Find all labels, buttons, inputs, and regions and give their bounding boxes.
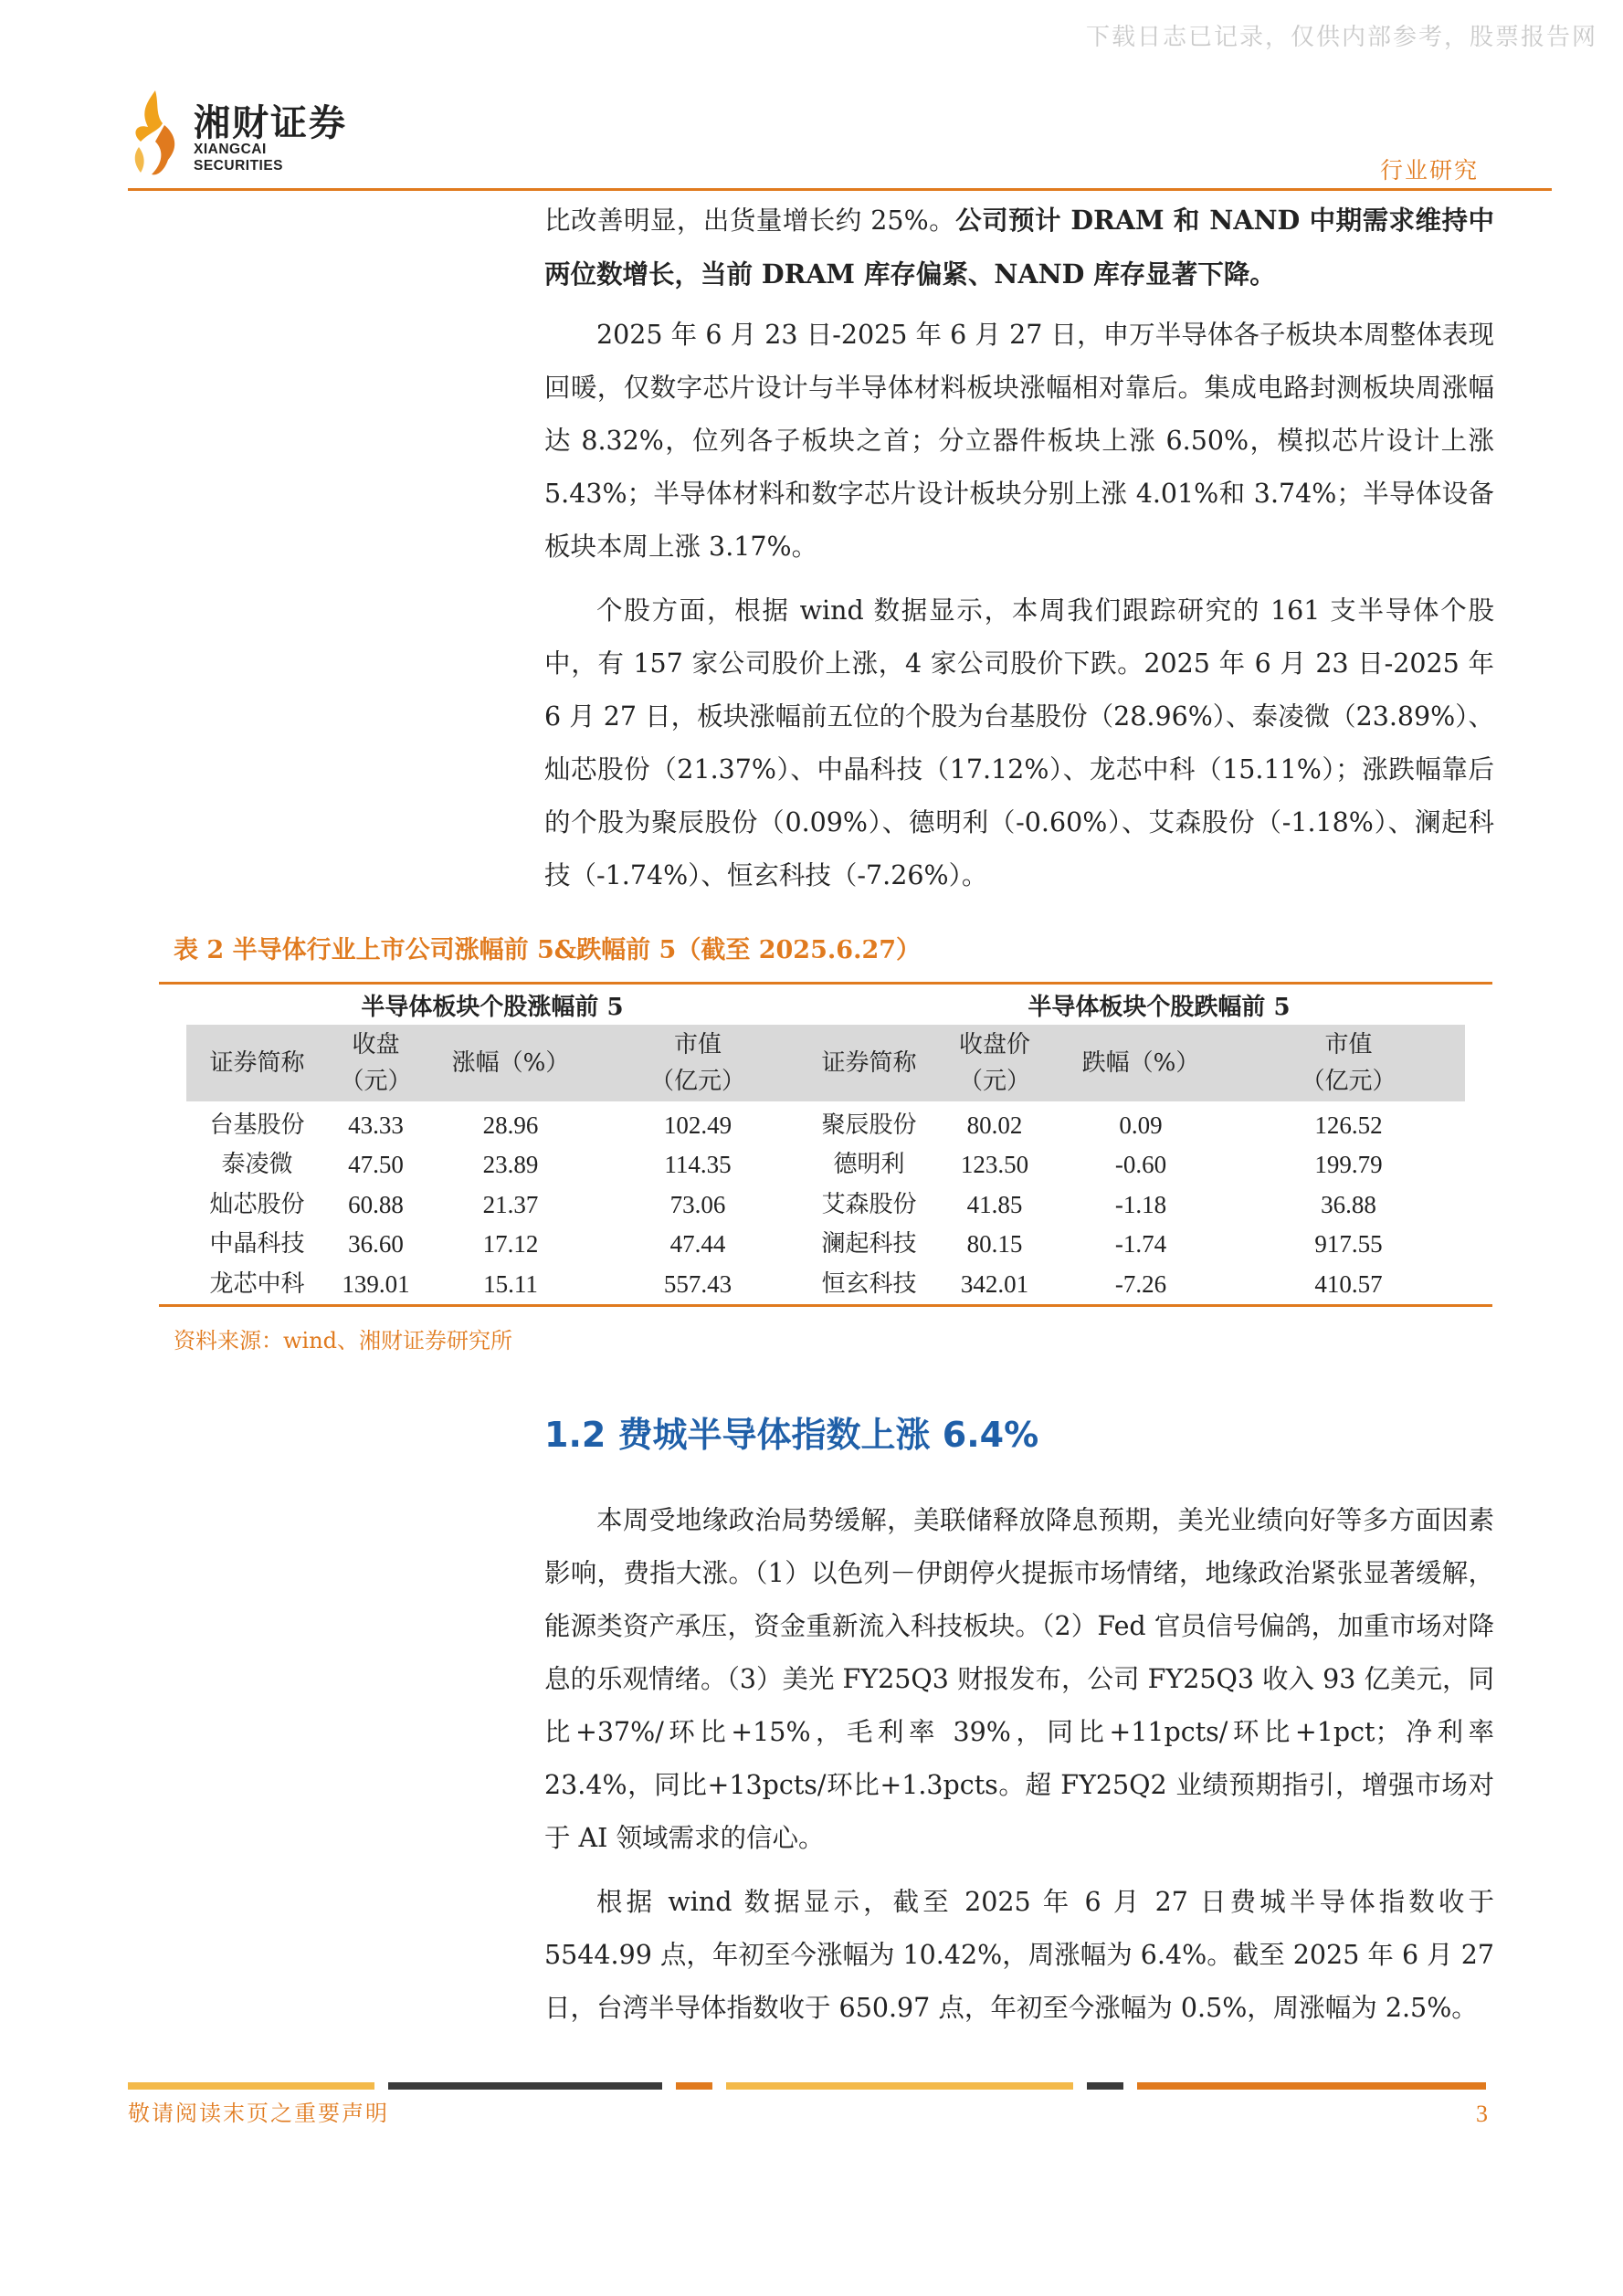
header-cell: 跌幅（%）: [1081, 1049, 1200, 1077]
intro-plain-text: 比改善明显，出货量增长约 25%。: [544, 205, 956, 236]
table-cell: 28.96: [482, 1111, 539, 1139]
table-cell: 23.89: [482, 1151, 539, 1179]
intro-section: [544, 194, 1494, 301]
table-row: [186, 1145, 1465, 1185]
table-header-row: [186, 1025, 1465, 1101]
table-cell: 73.06: [669, 1190, 726, 1218]
table-cell: 艾森股份: [821, 1190, 917, 1218]
table-title: 表 2 半导体行业上市公司涨幅前 5&跌幅前 5（截至 2025.6.27）: [174, 936, 922, 964]
intro-bold-text: 公司预计 DRAM 和 NAND 中期需求维持中两位数增长，当前 DRAM 库存偏紧、NAND 库存显著下降。: [544, 205, 1494, 290]
table-cell: 聚辰股份: [821, 1111, 917, 1139]
table-cell: 102.49: [663, 1111, 732, 1139]
header-cell: 涨幅（%）: [451, 1049, 570, 1077]
paragraph-subsector: 2025 年 6 月 23 日-2025 年 6 月 27 日，申万半导体各子板块本周整体表现回暖，仅数字芯片设计与半导体材料板块涨幅相对靠后。集成电路封测板块周涨幅达 8.32%，位列各子板块之首；分立器件板块上涨 6.50%，模拟芯片设计上涨 5.43%；半导体材料和数字芯片设计板块分别上涨 4.01%和 3.74%；半导体设备板块本周上涨 3.17%。: [544, 320, 1494, 562]
table-row: [186, 1264, 1465, 1304]
group-losers-label: 半导体板块个股跌幅前 5: [1028, 993, 1291, 1021]
table-cell: 泰凌微: [221, 1151, 293, 1179]
table-cell: 123.50: [960, 1151, 1029, 1179]
table-cell: 恒玄科技: [821, 1269, 917, 1298]
table-cell: 中晶科技: [209, 1230, 305, 1259]
report-type-label: 行业研究: [1379, 157, 1479, 184]
table-cell: 41.85: [966, 1190, 1023, 1218]
performance-table: [159, 982, 1492, 1307]
header-cell: 收盘价 （元）: [958, 1031, 1030, 1095]
table-cell: 410.57: [1314, 1269, 1383, 1298]
table-row: [186, 1225, 1465, 1265]
table-cell: 47.50: [348, 1151, 404, 1179]
table-cell: 龙芯中科: [209, 1269, 305, 1298]
table-cell: 60.88: [348, 1190, 404, 1218]
table-cell: 114.35: [664, 1151, 732, 1179]
header-cell: 市值 （亿元）: [649, 1031, 745, 1095]
header-cell: 市值 （亿元）: [1301, 1031, 1396, 1095]
paragraph-sox-index: 根据 wind 数据显示，截至 2025 年 6 月 27 日费城半导体指数收于 5544.99 点，年初至今涨幅为 10.42%，周涨幅为 6.4%。截至 2025 年 6 月 27 日，台湾半导体指数收于 650.97 点，年初至今涨幅为 0.5%，周涨幅为 2.5%。: [544, 1887, 1494, 2023]
table-cell: 灿芯股份: [209, 1190, 305, 1218]
header-cell: 证券简称: [209, 1049, 305, 1077]
header-divider: [128, 188, 1552, 191]
section-heading: 1.2 费城半导体指数上涨 6.4%: [544, 1415, 1039, 1455]
table-row: [186, 1185, 1465, 1225]
table-cell: 557.43: [663, 1269, 732, 1298]
table-cell: 43.33: [348, 1111, 404, 1139]
table-cell: 47.44: [669, 1230, 726, 1259]
table-group-header: [159, 985, 1492, 1025]
page-number: 3: [1476, 2101, 1488, 2127]
company-logo: [128, 87, 347, 178]
header-cell: 证券简称: [821, 1049, 917, 1077]
logo-cn-text: 湘财证券: [194, 102, 347, 144]
table-cell: 德明利: [833, 1151, 905, 1179]
table-cell: 126.52: [1314, 1111, 1383, 1139]
table-cell: 21.37: [482, 1190, 539, 1218]
header-cell: 收盘 （元）: [340, 1031, 412, 1095]
footer-disclaimer: 敬请阅读末页之重要声明: [128, 2101, 389, 2126]
logo-en-text: XIANGCAI SECURITIES: [194, 142, 284, 174]
table-cell: -1.74: [1114, 1230, 1167, 1259]
table-bottom-rule: [159, 1304, 1492, 1307]
table-cell: 36.88: [1321, 1190, 1376, 1218]
top-paragraphs: [544, 309, 1494, 902]
footer-divider: [128, 2082, 1486, 2090]
table-cell: 17.12: [482, 1230, 539, 1259]
table-cell: 342.01: [960, 1269, 1029, 1298]
table-cell: 199.79: [1314, 1151, 1383, 1179]
table-row: [186, 1105, 1465, 1145]
table-cell: -0.60: [1114, 1151, 1167, 1179]
bottom-paragraphs: [544, 1494, 1494, 2035]
logo-mark-icon: [128, 87, 186, 178]
table-source: 资料来源：wind、湘财证券研究所: [174, 1328, 513, 1353]
table-cell: 台基股份: [209, 1111, 305, 1139]
group-gainers-label: 半导体板块个股涨幅前 5: [361, 993, 624, 1021]
watermark: 下载日志已记录，仅供内部参考，股票报告网: [1085, 24, 1597, 51]
table-cell: 917.55: [1314, 1230, 1383, 1259]
table-cell: 澜起科技: [821, 1230, 917, 1259]
paragraph-stocks: 个股方面，根据 wind 数据显示，本周我们跟踪研究的 161 支半导体个股中，有 157 家公司股价上涨，4 家公司股价下跌。2025 年 6 月 23 日-2025 年 6 月 27 日，板块涨幅前五位的个股为台基股份（28.96%）、泰凌微（23.89%）、灿芯股份（21.37%）、中晶科技（17.12%）、龙芯中科（15.11%）；涨跌幅靠后的个股为聚辰股份（0.09%）、德明利（-0.60%）、艾森股份（-1.18%）、澜起科技（-1.74%）、恒玄科技（-7.26%）。: [544, 595, 1494, 890]
table-cell: 0.09: [1119, 1111, 1163, 1139]
table-cell: 15.11: [483, 1269, 538, 1298]
table-cell: 80.15: [966, 1230, 1023, 1259]
table-cell: 36.60: [348, 1230, 404, 1259]
table-cell: -7.26: [1114, 1269, 1167, 1298]
table-cell: -1.18: [1114, 1190, 1167, 1218]
intro-paragraph: [544, 194, 1494, 301]
table-cell: 139.01: [342, 1269, 410, 1298]
table-cell: 80.02: [966, 1111, 1023, 1139]
paragraph-sox-drivers: 本周受地缘政治局势缓解，美联储释放降息预期，美光业绩向好等多方面因素影响，费指大涨。（1）以色列－伊朗停火提振市场情绪，地缘政治紧张显著缓解，能源类资产承压，资金重新流入科技板块。（2）Fed 官员信号偏鸽，加重市场对降息的乐观情绪。（3）美光 FY25Q3 财报发布，公司 FY25Q3 收入 93 亿美元，同比+37%/环比+15%，毛利率 39%，同比+11pcts/环比+1pct；净利率 23.4%，同比+13pcts/环比+1.3pcts。超 FY25Q2 业绩预期指引，增强市场对于 AI 领域需求的信心。: [544, 1505, 1494, 1853]
